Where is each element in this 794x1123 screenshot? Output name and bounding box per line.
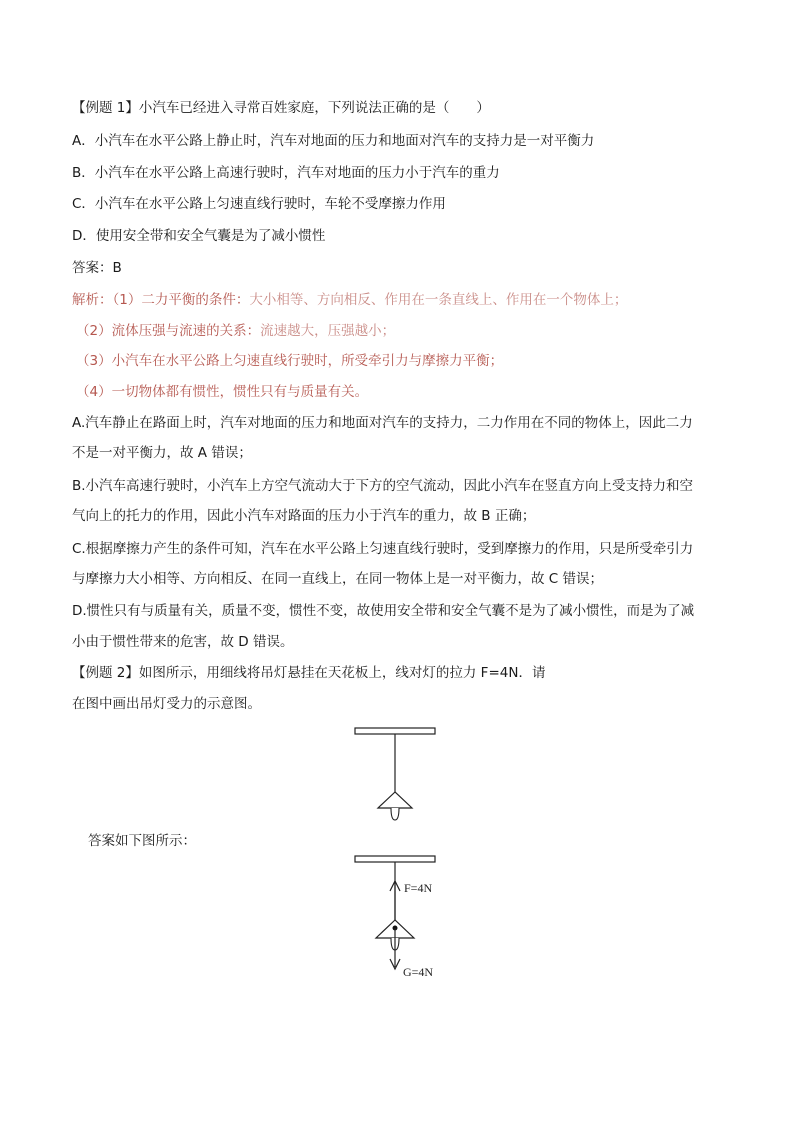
- answer: 答案：B: [72, 260, 122, 276]
- analysis-1: 解析：（1）二力平衡的条件：大小相等、方向相反、作用在一条直线上、作用在一个物体上；: [72, 292, 628, 308]
- option-d: D．使用安全带和安全气囊是为了减小惯性: [72, 228, 326, 244]
- example1-title-tag: 【例题 1】: [72, 100, 139, 116]
- ceiling-bar: [355, 728, 435, 734]
- hanging-lamp-figure: [340, 720, 450, 830]
- ceiling-bar: [355, 856, 435, 862]
- lamp-shade: [378, 792, 412, 808]
- explain-d-line2: 小由于惯性带来的危害，故 D 错误。: [72, 634, 294, 650]
- example1-question: 【例题 1】小汽车已经进入寻常百姓家庭，下列说法正确的是（ ）: [72, 100, 490, 116]
- explain-a-line1: A.汽车静止在路面上时，汽车对地面的压力和地面对汽车的支持力，二力作用在不同的物体上，因此二力: [72, 415, 693, 431]
- lamp-bulb: [391, 808, 399, 820]
- answer-intro: 答案如下图所示：: [88, 833, 196, 849]
- explain-d-line1: D.惯性只有与质量有关，质量不变，惯性不变，故使用安全带和安全气囊不是为了减小惯性，而是为了减: [72, 603, 695, 619]
- explain-c-line2: 与摩擦力大小相等、方向相反、在同一直线上，在同一物体上是一对平衡力，故 C 错误；: [72, 571, 604, 587]
- force-up-label: F=4N: [404, 881, 433, 895]
- explain-b-line1: B.小汽车高速行驶时，小汽车上方空气流动大于下方的空气流动，因此小汽车在竖直方向上受支持力和空: [72, 478, 694, 494]
- example2-question-line1: 【例题 2】如图所示，用细线将吊灯悬挂在天花板上，线对灯的拉力 F=4N．请: [72, 665, 546, 681]
- example2-question-line2: 在图中画出吊灯受力的示意图。: [72, 696, 261, 712]
- option-c: C．小汽车在水平公路上匀速直线行驶时，车轮不受摩擦力作用: [72, 196, 446, 212]
- analysis-3: （3）小汽车在水平公路上匀速直线行驶时，所受牵引力与摩擦力平衡；: [76, 353, 504, 369]
- force-down-label: G=4N: [403, 965, 434, 979]
- force-diagram-figure: [340, 850, 480, 990]
- explain-a-line2: 不是一对平衡力，故 A 错误；: [72, 445, 252, 461]
- option-a: A．小汽车在水平公路上静止时，汽车对地面的压力和地面对汽车的支持力是一对平衡力: [72, 133, 595, 149]
- analysis-2: （2）流体压强与流速的关系：流速越大，压强越小；: [76, 323, 396, 339]
- explain-b-line2: 气向上的托力的作用，因此小汽车对路面的压力小于汽车的重力，故 B 正确；: [72, 508, 536, 524]
- example2-title-tag: 【例题 2】: [72, 665, 139, 681]
- option-b: B．小汽车在水平公路上高速行驶时，汽车对地面的压力小于汽车的重力: [72, 165, 500, 181]
- explain-c-line1: C.根据摩擦力产生的条件可知，汽车在水平公路上匀速直线行驶时，受到摩擦力的作用，只是所受牵引力: [72, 541, 694, 557]
- analysis-4: （4）一切物体都有惯性，惯性只有与质量有关。: [76, 384, 369, 400]
